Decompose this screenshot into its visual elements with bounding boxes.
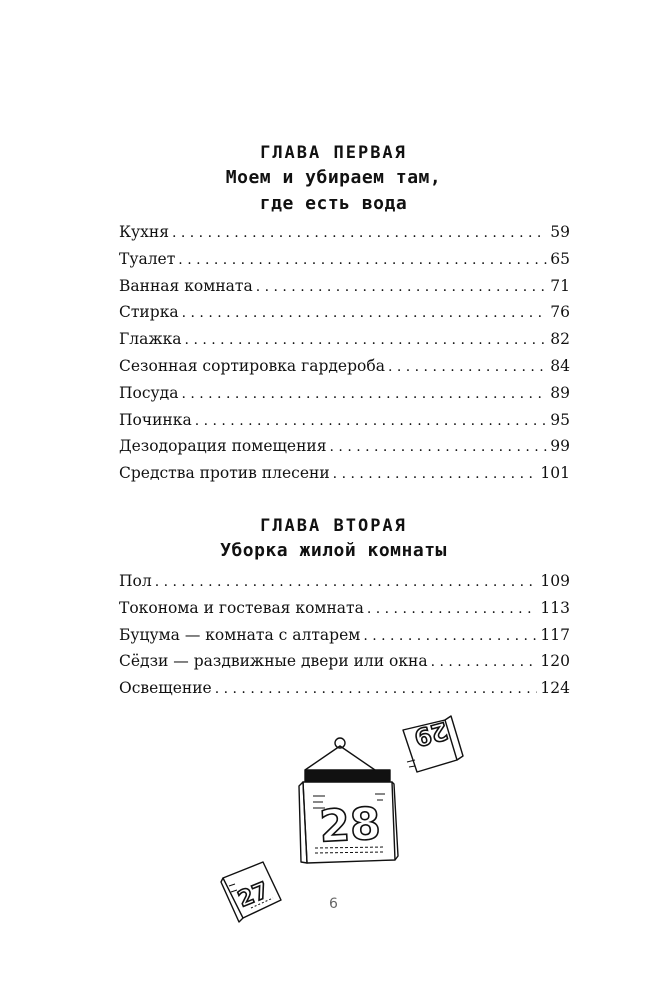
toc-entry-page: 117 — [540, 625, 570, 644]
calendar-number-27: 27 — [234, 878, 273, 913]
calendar-sheets-icon — [195, 710, 485, 925]
toc-leader-dots — [172, 220, 547, 247]
toc-entry-page: 71 — [550, 276, 570, 295]
chapter-2-label: ГЛАВА ВТОРАЯ — [260, 516, 407, 536]
toc-leader-dots — [388, 354, 547, 381]
toc-leader-dots — [256, 274, 548, 301]
toc-entry-page: 99 — [550, 437, 570, 456]
toc-leader-dots — [178, 247, 547, 274]
toc-entry-page: 59 — [550, 223, 570, 241]
chapter-1-heading — [0, 141, 667, 217]
toc-leader-dots — [181, 381, 547, 408]
toc-entry-title: Дезодорация помещения — [119, 437, 327, 456]
toc-entry[interactable] — [119, 675, 570, 702]
toc-entry-title: Сезонная сортировка гардероба — [119, 356, 385, 375]
toc-leader-dots — [215, 676, 538, 703]
toc-entry-title: Пол — [119, 572, 152, 590]
toc-entry-title: Сёдзи — раздвижные двери или окна — [119, 652, 428, 671]
toc-leader-dots — [195, 408, 548, 435]
chapter-2-title-line1: Уборка жилой комнаты — [220, 540, 447, 561]
toc-entry[interactable] — [119, 595, 570, 622]
toc-entry-page: 124 — [540, 679, 570, 698]
toc-entry[interactable] — [119, 568, 570, 595]
toc-leader-dots — [333, 461, 538, 488]
toc-entry-page: 65 — [550, 249, 570, 268]
toc-entry[interactable] — [119, 246, 570, 273]
chapter-2-heading — [0, 514, 667, 564]
toc-entry-title: Освещение — [119, 679, 212, 698]
toc-entry-page: 95 — [550, 410, 570, 429]
toc-entry-page: 113 — [540, 598, 570, 617]
toc-entry-title: Токонома и гостевая комната — [119, 598, 364, 617]
toc-entry-page: 89 — [550, 383, 570, 402]
toc-entry-title: Кухня — [119, 223, 169, 241]
calendar-number-29: 29 — [411, 716, 451, 752]
toc-entry-page: 76 — [550, 303, 570, 322]
chapter-2-toc — [119, 568, 570, 702]
toc-entry[interactable] — [119, 433, 570, 460]
toc-leader-dots — [330, 434, 548, 461]
toc-entry[interactable] — [119, 460, 570, 487]
toc-entry[interactable] — [119, 326, 570, 353]
toc-entry-title: Глажка — [119, 330, 182, 349]
toc-entry-page: 82 — [550, 330, 570, 349]
chapter-1-label: ГЛАВА ПЕРВАЯ — [260, 143, 407, 163]
toc-entry-title: Туалет — [119, 249, 176, 268]
toc-entry-title: Стирка — [119, 303, 179, 322]
toc-entry-page: 84 — [550, 356, 570, 375]
toc-entry-page: 109 — [540, 572, 570, 590]
toc-entry[interactable] — [119, 380, 570, 407]
toc-entry-page: 101 — [540, 464, 570, 483]
toc-leader-dots — [367, 596, 538, 623]
toc-entry[interactable] — [119, 299, 570, 326]
toc-entry-title: Буцума — комната с алтарем — [119, 625, 361, 644]
toc-leader-dots — [363, 623, 537, 650]
calendar-number-28: 28 — [318, 798, 382, 853]
toc-leader-dots — [155, 569, 538, 596]
chapter-1-title-line1: Моем и убираем там, — [225, 167, 442, 188]
chapter-1-toc — [119, 219, 570, 487]
toc-entry-title: Ванная комната — [119, 276, 253, 295]
toc-entry-page: 120 — [540, 652, 570, 671]
toc-entry[interactable] — [119, 219, 570, 246]
toc-leader-dots — [185, 327, 548, 354]
toc-entry-title: Средства против плесени — [119, 464, 330, 483]
toc-entry[interactable] — [119, 353, 570, 380]
toc-entry[interactable] — [119, 407, 570, 434]
page-number: 6 — [329, 896, 338, 912]
toc-entry[interactable] — [119, 273, 570, 300]
toc-leader-dots — [182, 300, 548, 327]
chapter-1-title-line2: где есть вода — [259, 193, 408, 214]
toc-entry-title: Починка — [119, 410, 192, 429]
toc-entry[interactable] — [119, 648, 570, 675]
toc-entry-title: Посуда — [119, 383, 179, 402]
toc-entry[interactable] — [119, 622, 570, 649]
toc-leader-dots — [431, 649, 538, 676]
